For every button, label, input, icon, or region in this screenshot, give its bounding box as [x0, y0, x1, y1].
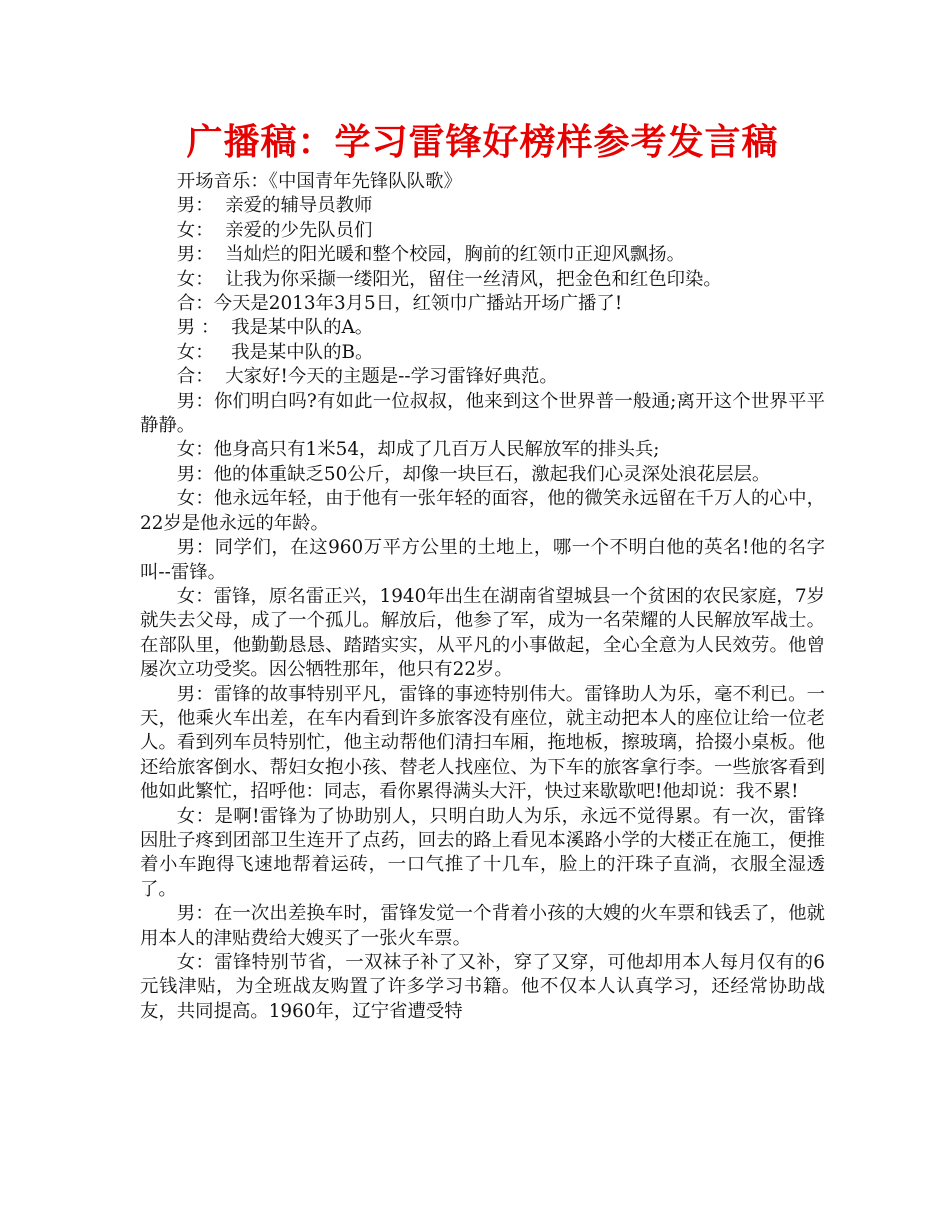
paragraph: 男：在一次出差换车时，雷锋发觉一个背着小孩的大嫂的火车票和钱丢了，他就用本人的津贴费给大嫂买了一张火车票。 [140, 903, 825, 949]
paragraph: 女： 我是某中队的B。 [176, 341, 374, 363]
paragraph: 女：雷锋，原名雷正兴，1940年出生在湖南省望城县一个贫困的农民家庭，7岁就失去父母，成了一个孤儿。解放后，他参了军，成为一名荣耀的人民解放军战士。在部队里，他勤勤恳恳、踏踏实实，从平凡的小事做起，全心全意为人民效劳。他曾屡次立功受奖。因公牺牲那年，他只有22岁。 [140, 585, 825, 681]
paragraph: 女： 让我为你采撷一缕阳光，留住一丝清风，把金色和红色印染。 [176, 268, 722, 290]
document-page [140, 118, 825, 1024]
paragraph: 女：他永远年轻，由于他有一张年轻的面容，他的微笑永远留在千万人的心中，22岁是他永远的年龄。 [140, 488, 825, 534]
paragraph: 男：雷锋的故事特别平凡，雷锋的事迹特别伟大。雷锋助人为乐，毫不利已。一天，他乘火车出差，在车内看到许多旅客没有座位，就主动把本人的座位让给一位老人。看到列车员特别忙，他主动帮他们清扫车厢，拖地板，擦玻璃，拾掇小桌板。他还给旅客倒水、帮妇女抱小孩、替老人找座位、为下车的旅客拿行李。一些旅客看到他如此繁忙，招呼他：同志，看你累得满头大汗，快过来歇歇吧!他却说：我不累! [140, 683, 825, 803]
document-body [140, 170, 825, 1024]
paragraph: 合：今天是2013年3月5日，红领巾广播站开场广播了! [176, 293, 623, 315]
paragraph: 男：同学们，在这960万平方公里的土地上，哪一个不明白他的英名!他的名字叫--雷锋。 [140, 537, 825, 583]
paragraph: 女：他身高只有1米54，却成了几百万人民解放军的排头兵; [176, 439, 660, 461]
paragraph: 合： 大家好!今天的主题是--学习雷锋好典范。 [176, 366, 558, 388]
paragraph: 男：他的体重缺乏50公斤，却像一块巨石，激起我们心灵深处浪花层层。 [176, 463, 771, 485]
paragraph: 男：你们明白吗?有如此一位叔叔，他来到这个世界普一般通;离开这个世界平平静静。 [140, 390, 825, 437]
paragraph: 男： 亲爱的辅导员教师 [176, 195, 373, 217]
paragraph: 女： 亲爱的少先队员们 [176, 219, 373, 241]
paragraph: 女：雷锋特别节省，一双袜子补了又补，穿了又穿，可他却用本人每月仅有的6元钱津贴，为全班战友购置了许多学习书籍。他不仅本人认真学习，还经常协助战友，共同提高。1960年，辽宁省遭受特 [140, 952, 825, 1022]
paragraph: 开场音乐：《中国青年先锋队队歌》 [176, 171, 462, 192]
paragraph: 男 ： 我是某中队的A。 [176, 317, 374, 339]
document-title: 广播稿：学习雷锋好榜样参考发言稿 [186, 122, 779, 163]
paragraph: 女：是啊!雷锋为了协助别人，只明白助人为乐，永远不觉得累。有一次，雷锋因肚子疼到团部卫生连开了点药，回去的路上看见本溪路小学的大楼正在施工，便推着小车跑得飞速地帮着运砖，一口气推了十几车，脸上的汗珠子直淌，衣服全湿透了。 [140, 805, 825, 900]
paragraph: 男： 当灿烂的阳光暖和整个校园，胸前的红领巾正迎风飘扬。 [176, 244, 686, 266]
